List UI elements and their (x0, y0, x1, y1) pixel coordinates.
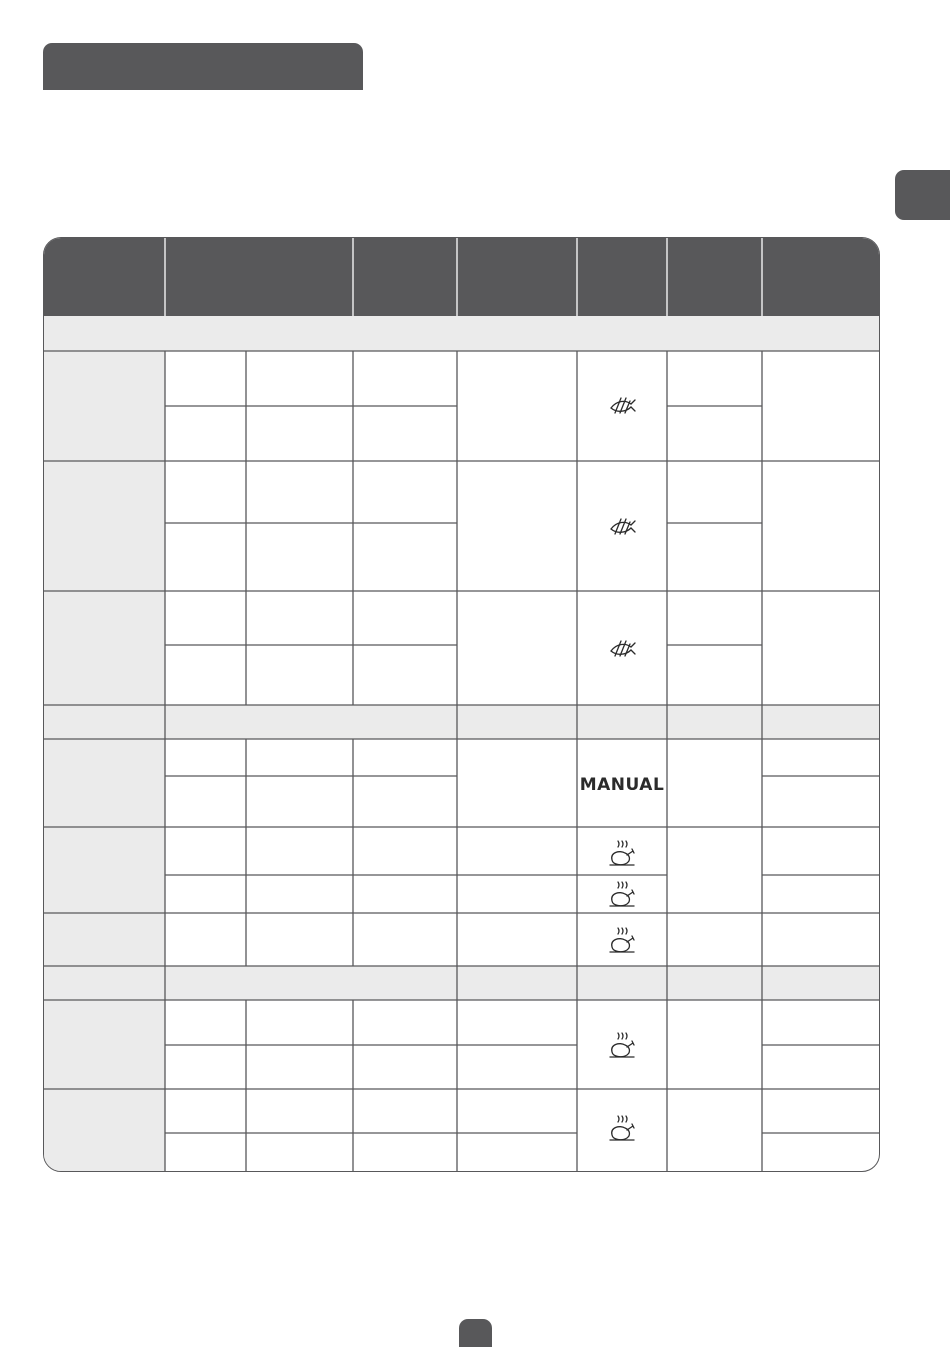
fish-thaw-icon (611, 641, 635, 656)
manual-program-label: MANUAL (579, 775, 665, 795)
roast-icon (610, 1116, 634, 1140)
roast-icon (610, 928, 634, 952)
page-number-tab (459, 1319, 492, 1347)
fish-thaw-icon (611, 398, 635, 413)
roast-icon (610, 882, 634, 906)
language-side-tab (895, 170, 950, 220)
roast-icon (610, 841, 634, 865)
fish-thaw-icon (611, 519, 635, 534)
section-title-tab (43, 43, 363, 90)
roast-icon (610, 1033, 634, 1057)
cooking-program-table (43, 237, 880, 1172)
